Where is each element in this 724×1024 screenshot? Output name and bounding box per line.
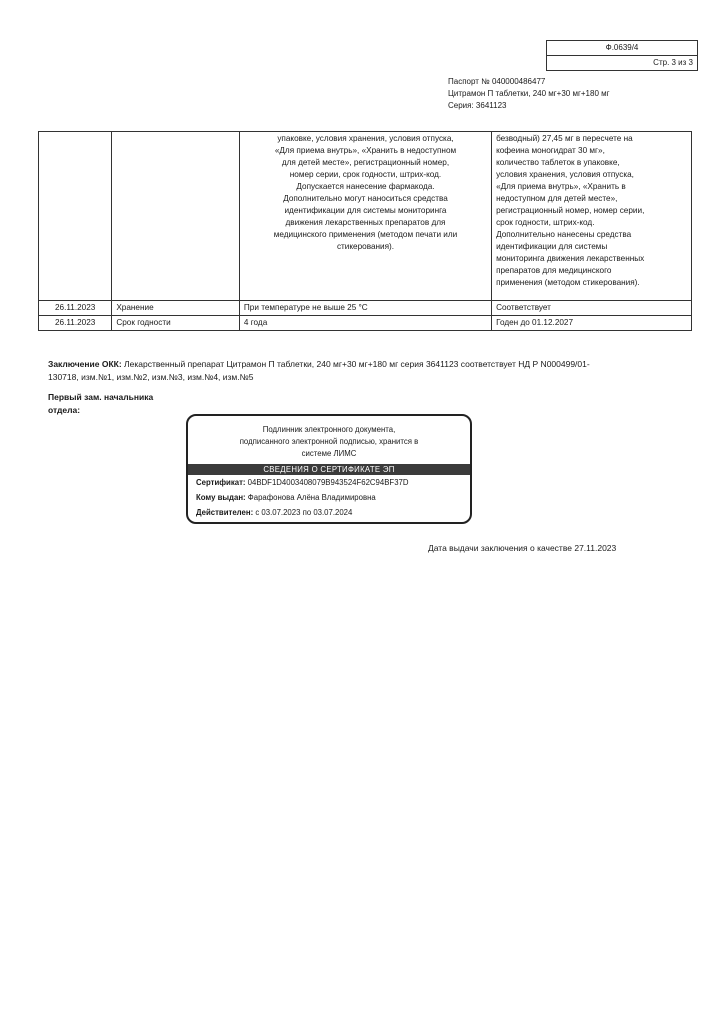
stamp-issued-to — [196, 490, 470, 505]
stamp-issued-label: Кому выдан: — [196, 493, 246, 502]
cell-result: Соответствует — [492, 301, 692, 316]
cell-requirement — [239, 132, 491, 301]
cell-date: 26.11.2023 — [39, 301, 112, 316]
conclusion-label: Заключение ОКК: — [48, 359, 122, 369]
cell-name — [112, 132, 240, 301]
stamp-issued-value: Фарафонова Алёна Владимировна — [245, 493, 376, 502]
series-number: Серия: 3641123 — [448, 101, 507, 110]
stamp-certificate — [196, 475, 470, 490]
cell-requirement: При температуре не выше 25 °С — [239, 301, 491, 316]
e-signature-stamp — [186, 414, 472, 524]
passport-number: Паспорт № 040000486477 — [448, 77, 546, 86]
table-row — [39, 132, 692, 301]
cell-date: 26.11.2023 — [39, 316, 112, 331]
results-table — [38, 131, 692, 331]
stamp-valid — [196, 505, 470, 520]
issue-date: Дата выдачи заключения о качестве 27.11.2023 — [428, 543, 617, 553]
stamp-certificate-label: Сертификат: — [196, 478, 246, 487]
stamp-valid-label: Действителен: — [196, 508, 254, 517]
product-name: Цитрамон П таблетки, 240 мг+30 мг+180 мг — [448, 89, 610, 98]
stamp-certificate-value: 04BDF1D4003408079B943524F62C94BF37D — [245, 478, 409, 487]
page-number: Стр. 3 из 3 — [547, 55, 697, 70]
signer-title: Первый зам. начальника отдела: — [48, 392, 154, 415]
stamp-note: Подлинник электронного документа, подписанного электронной подписью, хранится в системе ЛИМС — [239, 425, 419, 458]
conclusion — [48, 358, 608, 384]
table-row — [39, 316, 692, 331]
form-code-box — [546, 40, 698, 71]
cell-result — [492, 132, 692, 301]
result-text: безводный) 27,45 мг в пересчете на кофеина моногидрат 30 мг», количество таблеток в упаковке, условия хранения, условия отпуска, «Для приема внутрь», «Хранить в недоступном для детей месте», регистрационный номер, номер серии, срок годности, штрих-код. Дополнительно нанесены средства идентификации для системы мониторинга движения лекарственных препаратов для медицинского применения (методом стикерования). — [496, 134, 645, 287]
cell-name: Срок годности — [112, 316, 240, 331]
cell-result: Годен до 01.12.2027 — [492, 316, 692, 331]
conclusion-text: Лекарственный препарат Цитрамон П таблетки, 240 мг+30 мг+180 мг серия 3641123 соответствует НД Р N000499/01-130718, изм.№1, изм.№2, изм.№3, изм.№4, изм.№5 — [48, 359, 590, 382]
cell-date — [39, 132, 112, 301]
stamp-valid-value: с 03.07.2023 по 03.07.2024 — [253, 508, 353, 517]
requirement-text: упаковке, условия хранения, условия отпуска, «Для приема внутрь», «Хранить в недоступном для детей месте», регистрационный номер, номер серии, срок годности, штрих-код. Допускается нанесение фармакода. Дополнительно могут наноситься средства идентификации для системы мониторинга движения лекарственных препаратов для медицинского применения (методом печати или стикерования). — [273, 134, 458, 251]
passport-block — [448, 76, 610, 112]
form-code: Ф.0639/4 — [605, 43, 639, 52]
table-row — [39, 301, 692, 316]
cell-name: Хранение — [112, 301, 240, 316]
stamp-certificate-header: СВЕДЕНИЯ О СЕРТИФИКАТЕ ЭП — [188, 464, 470, 475]
cell-requirement: 4 года — [239, 316, 491, 331]
